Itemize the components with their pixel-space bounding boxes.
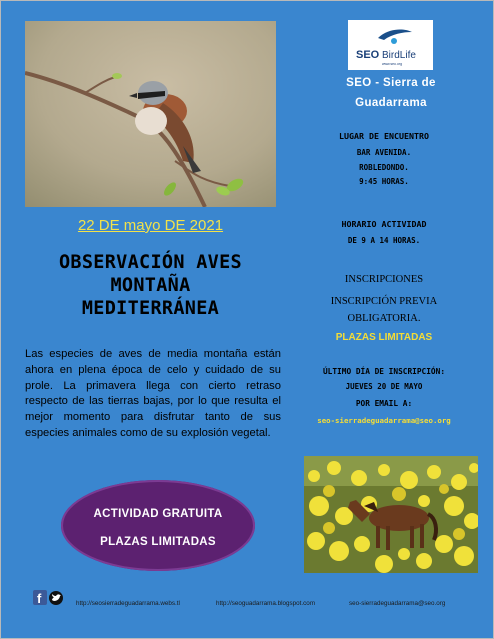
meeting-heading: LUGAR DE ENCUENTRO	[339, 131, 429, 141]
event-title	[25, 251, 276, 320]
limited-places-text: PLAZAS LIMITADAS	[335, 332, 433, 343]
logo-url-text: www.seo.org	[382, 62, 403, 66]
facebook-icon[interactable]	[33, 590, 47, 606]
schedule-text: DE 9 A 14 HORAS.	[347, 236, 421, 245]
meeting-line-1: BAR AVENIDA.	[356, 148, 412, 157]
logo-birdlife-text: BirdLife	[382, 50, 416, 61]
org-line-2: Guadarrama	[355, 97, 427, 109]
meeting-details	[304, 146, 464, 190]
schedule-heading: HORARIO ACTIVIDAD	[341, 219, 427, 229]
org-line-1: SEO - Sierra de	[346, 77, 436, 89]
title-line-2: MONTAÑA	[110, 275, 191, 296]
by-email-label: POR EMAIL A:	[355, 399, 413, 408]
svg-text:f: f	[37, 591, 42, 606]
registration-heading: INSCRIPCIONES	[344, 274, 424, 285]
title-line-3: MEDITERRÁNEA	[81, 298, 220, 319]
registration-line-1: INSCRIPCIÓN PREVIA	[330, 296, 438, 307]
seo-birdlife-logo	[348, 20, 433, 70]
organization-name	[301, 73, 481, 113]
logo-seo-text: SEO	[356, 49, 380, 61]
twitter-icon[interactable]	[49, 591, 63, 605]
registration-email[interactable]: seo-sierradeguadarrama@seo.org	[317, 416, 451, 425]
last-day-date: JUEVES 20 DE MAYO	[345, 382, 423, 391]
meeting-line-2: ROBLEDONDO.	[359, 162, 409, 172]
registration-line-2: OBLIGATORIA.	[347, 313, 421, 324]
last-day-label: ÚLTIMO DÍA DE INSCRIPCIÓN:	[322, 367, 446, 376]
title-line-1: OBSERVACIÓN AVES	[58, 252, 242, 273]
meeting-line-3: 9:45 HORAS.	[359, 177, 409, 186]
social-icons	[33, 590, 65, 611]
horse-photo	[304, 456, 478, 573]
event-date: 22 DE mayo DE 2021	[77, 217, 224, 234]
bird-photo	[25, 21, 276, 207]
free-activity-badge	[61, 480, 255, 571]
badge-line-2: PLAZAS LIMITADAS	[100, 536, 216, 548]
footer-email[interactable]: seo-sierradeguadarrama@seo.org	[349, 600, 446, 607]
footer-link-webs[interactable]: http://seosierradeguadarrama.webs.tl	[76, 600, 180, 607]
badge-line-1: ACTIVIDAD GRATUITA	[93, 508, 223, 520]
footer-link-blog[interactable]: http://seoguadarrama.blogspot.com	[216, 600, 316, 607]
event-description: Las especies de aves de media montaña están ahora en plena época de celo y cuidado de su prole. La primavera llega con cierto retraso respecto de las tierras bajas, por lo que resulta el mejor momento para disfrutar tanto de sus especies animales como de su explosión vegetal.	[25, 348, 281, 439]
